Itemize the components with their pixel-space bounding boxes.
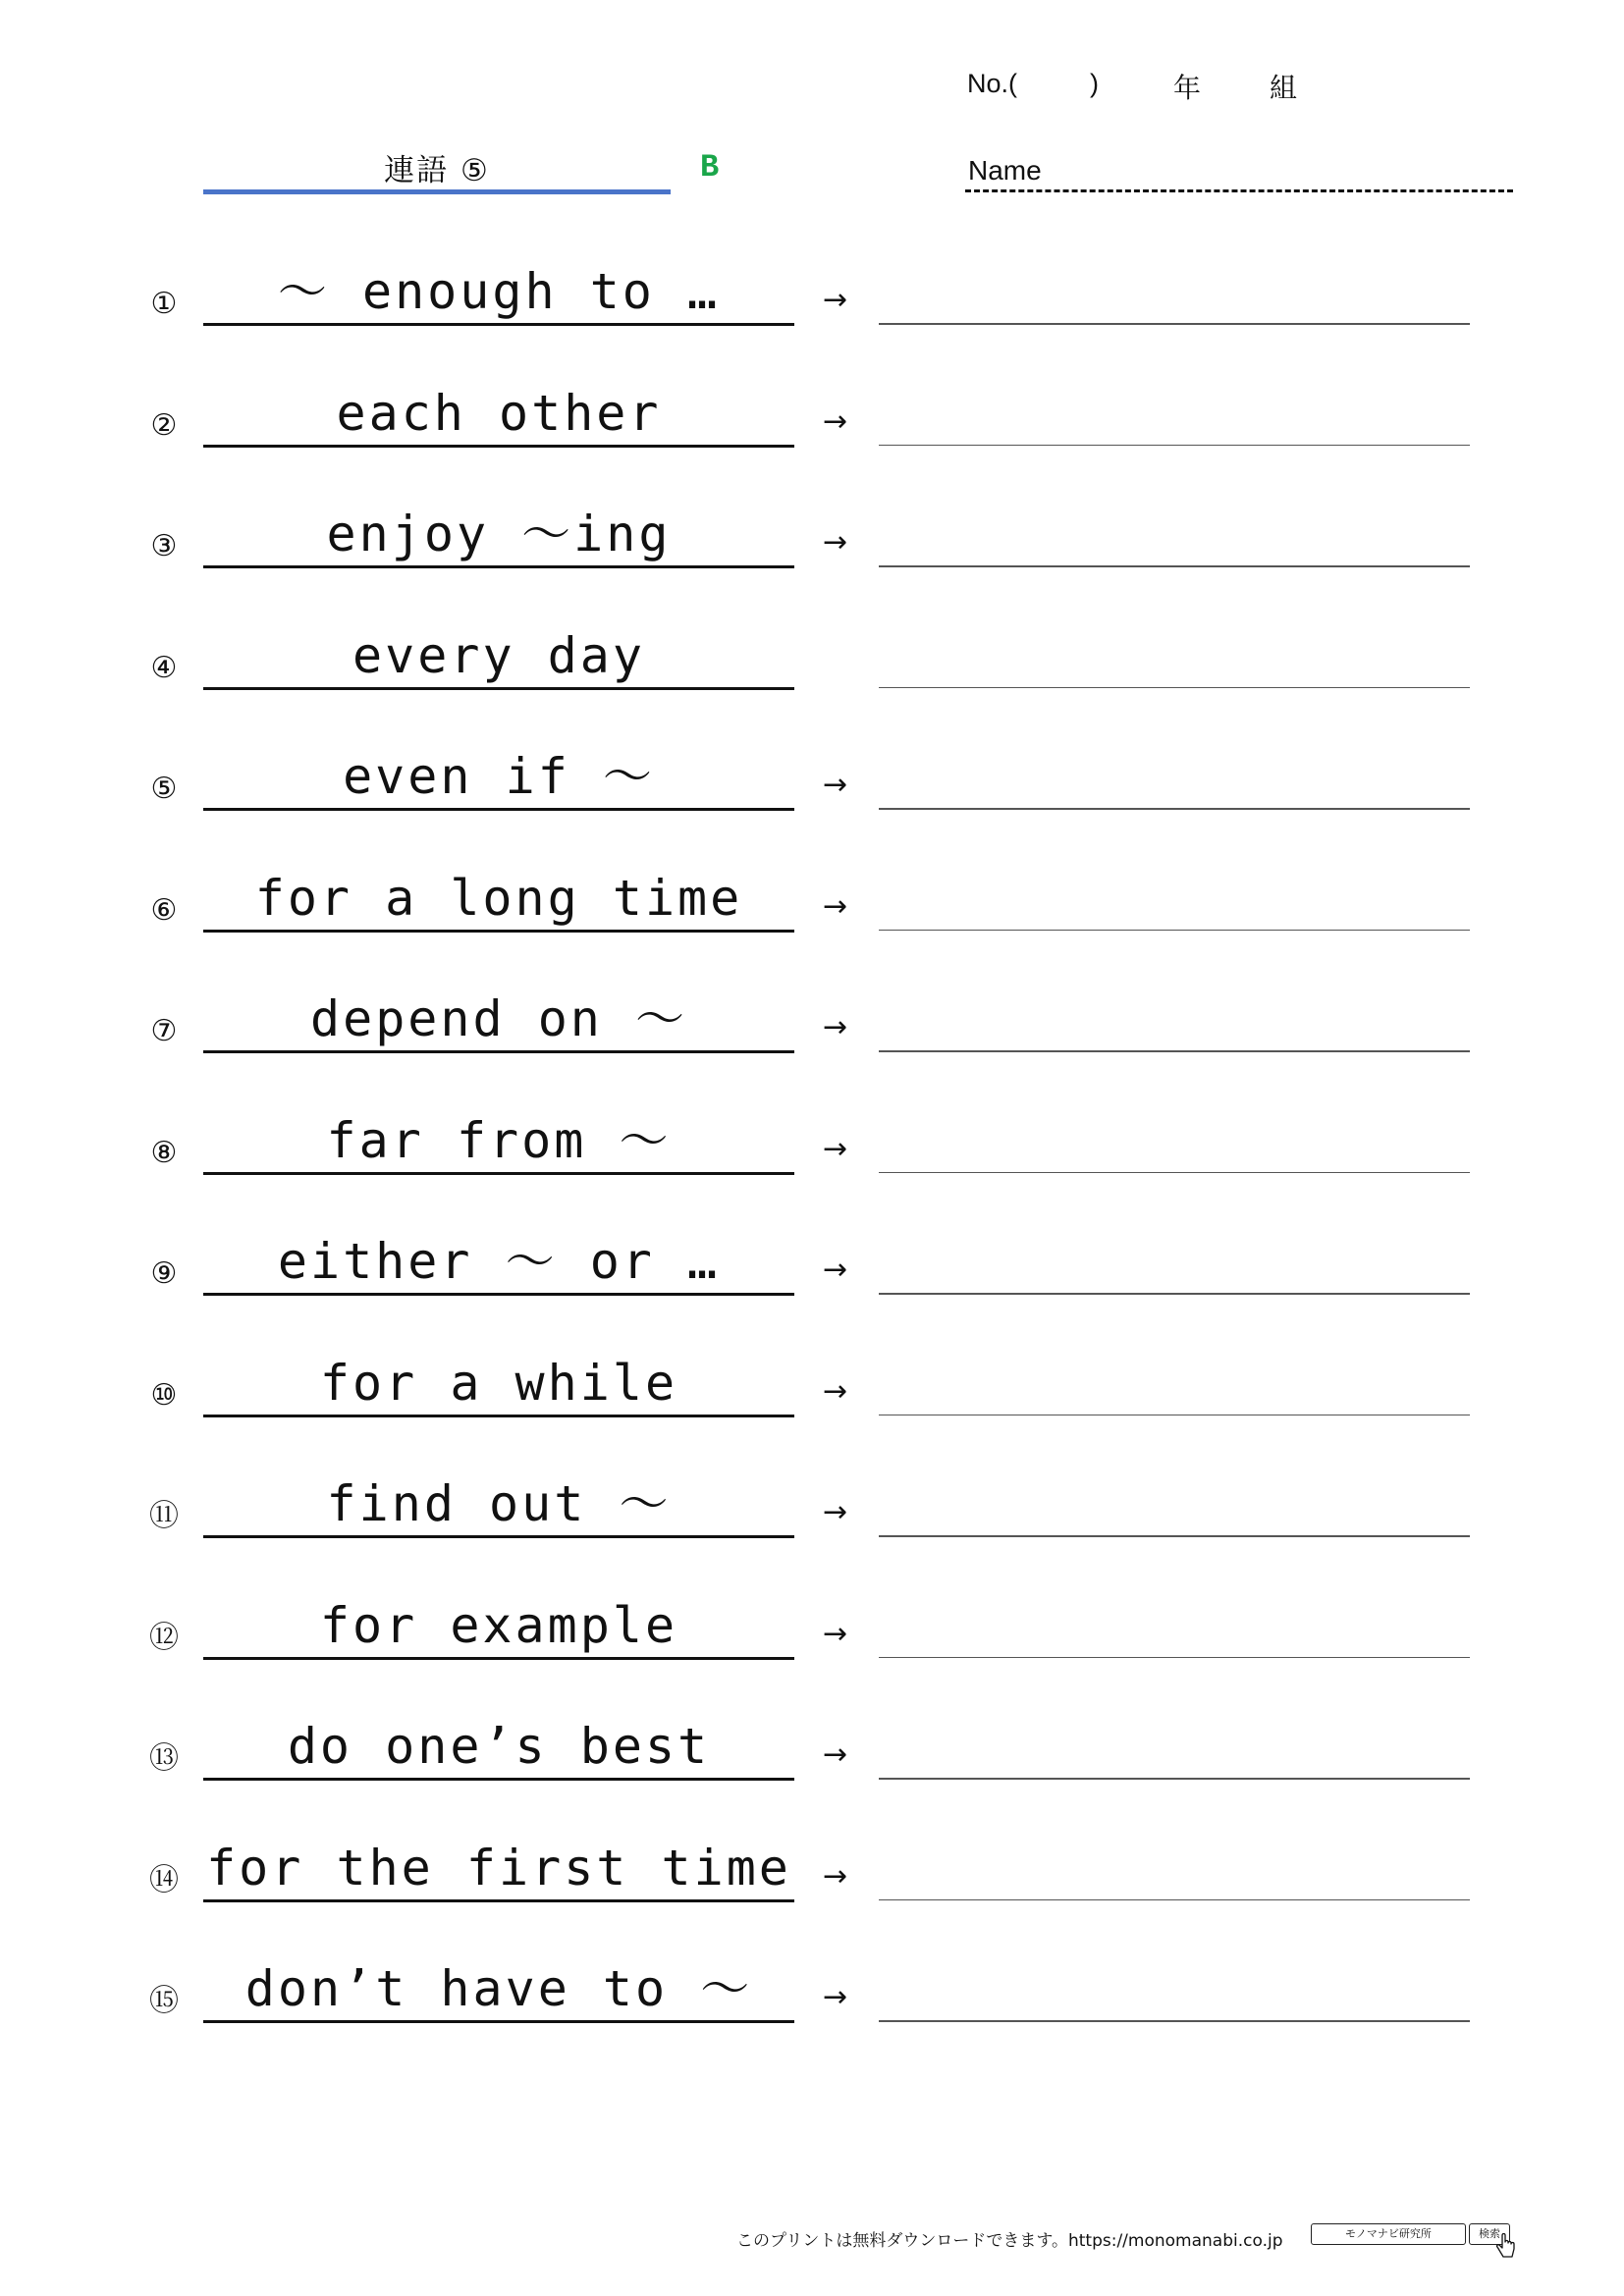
arrow-icon: →: [823, 1616, 848, 1651]
phrase-row: [0, 1475, 1624, 1553]
item-number: ⑥: [150, 892, 178, 928]
answer-field[interactable]: [879, 1415, 1470, 1416]
footer-notice: このプリントは無料ダウンロードできます。https://monomanabi.co.jp: [736, 2231, 1283, 2251]
phrase-text: for the first time: [206, 1839, 791, 1896]
phrase-text: for a while: [319, 1354, 678, 1412]
phrase-text: even if ～: [343, 748, 655, 805]
answer-field[interactable]: [879, 808, 1470, 810]
phrase-text: for a long time: [254, 869, 743, 927]
phrase-text: ～ enough to …: [277, 263, 721, 320]
arrow-icon: →: [823, 1373, 848, 1409]
phrase-underline: [203, 1899, 794, 1902]
arrow-icon: →: [823, 1737, 848, 1772]
answer-field[interactable]: [879, 565, 1470, 567]
item-number: ⑬: [149, 1741, 179, 1776]
item-number: ①: [150, 287, 178, 321]
phrase-text: every day: [352, 626, 645, 684]
item-number: ⑩: [150, 1377, 178, 1413]
footer-search-button[interactable]: 検索: [1469, 2223, 1510, 2245]
item-number: ⑦: [150, 1014, 178, 1048]
phrase-row: [0, 869, 1624, 947]
phrase-text: don’t have to ～: [244, 1960, 753, 2017]
item-number: ⑧: [150, 1135, 178, 1170]
number-label: No.(: [967, 69, 1018, 98]
phrase-row: [0, 990, 1624, 1068]
phrase-text: do one’s best: [287, 1718, 711, 1775]
phrase-row: [0, 626, 1624, 705]
phrase-text: for example: [319, 1596, 678, 1654]
answer-field[interactable]: [879, 445, 1470, 447]
name-field[interactable]: [965, 189, 1513, 192]
answer-field[interactable]: [879, 1050, 1470, 1052]
answer-field[interactable]: [879, 323, 1470, 325]
arrow-icon: →: [823, 1980, 848, 2014]
arrow-icon: →: [823, 403, 848, 439]
answer-field[interactable]: [879, 1657, 1470, 1659]
title-text: 連語 ⑤: [384, 153, 490, 188]
arrow-icon: →: [823, 768, 848, 802]
arrow-icon: →: [823, 1010, 848, 1044]
arrow-icon: →: [823, 888, 848, 924]
item-number: ③: [150, 529, 178, 563]
answer-field[interactable]: [879, 1293, 1470, 1295]
item-number: ⑫: [149, 1620, 179, 1655]
arrow-icon: →: [823, 525, 848, 560]
item-number: ⑮: [149, 1984, 179, 2018]
answer-field[interactable]: [879, 930, 1470, 932]
phrase-text: each other: [336, 384, 662, 442]
answer-field[interactable]: [879, 1535, 1470, 1537]
phrase-underline: [203, 808, 794, 811]
phrase-text: either ～ or …: [277, 1233, 721, 1290]
phrase-text: enjoy ～ing: [326, 506, 672, 562]
phrase-row: [0, 748, 1624, 826]
phrase-row: [0, 1960, 1624, 2038]
phrase-row: [0, 1354, 1624, 1432]
phrase-underline: [203, 1535, 794, 1538]
phrase-row: [0, 1596, 1624, 1675]
phrase-underline: [203, 930, 794, 933]
phrase-text: find out ～: [326, 1475, 672, 1532]
phrase-row: [0, 384, 1624, 462]
phrase-row: [0, 263, 1624, 341]
class-label: 組: [1270, 72, 1298, 104]
arrow-icon: →: [823, 283, 848, 317]
item-number: ⑤: [150, 772, 178, 806]
phrase-underline: [203, 1050, 794, 1053]
phrase-underline: [203, 323, 794, 326]
arrow-icon: →: [823, 1131, 848, 1166]
phrase-row: [0, 1839, 1624, 1917]
year-label: 年: [1173, 72, 1202, 104]
phrase-underline: [203, 1415, 794, 1417]
item-number: ④: [150, 650, 178, 685]
phrase-text: far from ～: [326, 1111, 672, 1169]
item-number: ②: [150, 407, 178, 443]
phrase-row: [0, 506, 1624, 583]
arrow-icon: →: [823, 1495, 848, 1529]
item-number: ⑨: [150, 1256, 178, 1291]
answer-field[interactable]: [879, 1778, 1470, 1780]
arrow-icon: →: [823, 1253, 848, 1287]
item-number: ⑭: [149, 1862, 179, 1897]
phrase-row: [0, 1718, 1624, 1795]
answer-field[interactable]: [879, 1172, 1470, 1174]
answer-field[interactable]: [879, 2020, 1470, 2022]
phrase-underline: [203, 2020, 794, 2023]
footer-search-box[interactable]: モノマナビ研究所: [1311, 2223, 1466, 2245]
phrase-text: depend on ～: [309, 990, 688, 1047]
answer-field[interactable]: [879, 1899, 1470, 1901]
phrase-underline: [203, 1172, 794, 1175]
phrase-row: [0, 1233, 1624, 1310]
arrow-icon: →: [823, 1858, 848, 1894]
phrase-underline: [203, 565, 794, 568]
level-badge: B: [700, 149, 720, 186]
title-underline: [203, 189, 671, 194]
hand-cursor-icon: [1495, 2233, 1517, 2261]
answer-field[interactable]: [879, 687, 1470, 689]
phrase-underline: [203, 1657, 794, 1660]
phrase-underline: [203, 1293, 794, 1296]
phrase-underline: [203, 445, 794, 448]
worksheet-title: [203, 145, 671, 194]
phrase-underline: [203, 687, 794, 690]
name-label: Name: [968, 155, 1042, 186]
number-close-paren: ): [1090, 69, 1099, 98]
phrase-row: [0, 1111, 1624, 1190]
phrase-underline: [203, 1778, 794, 1781]
item-number: ⑪: [149, 1499, 179, 1533]
